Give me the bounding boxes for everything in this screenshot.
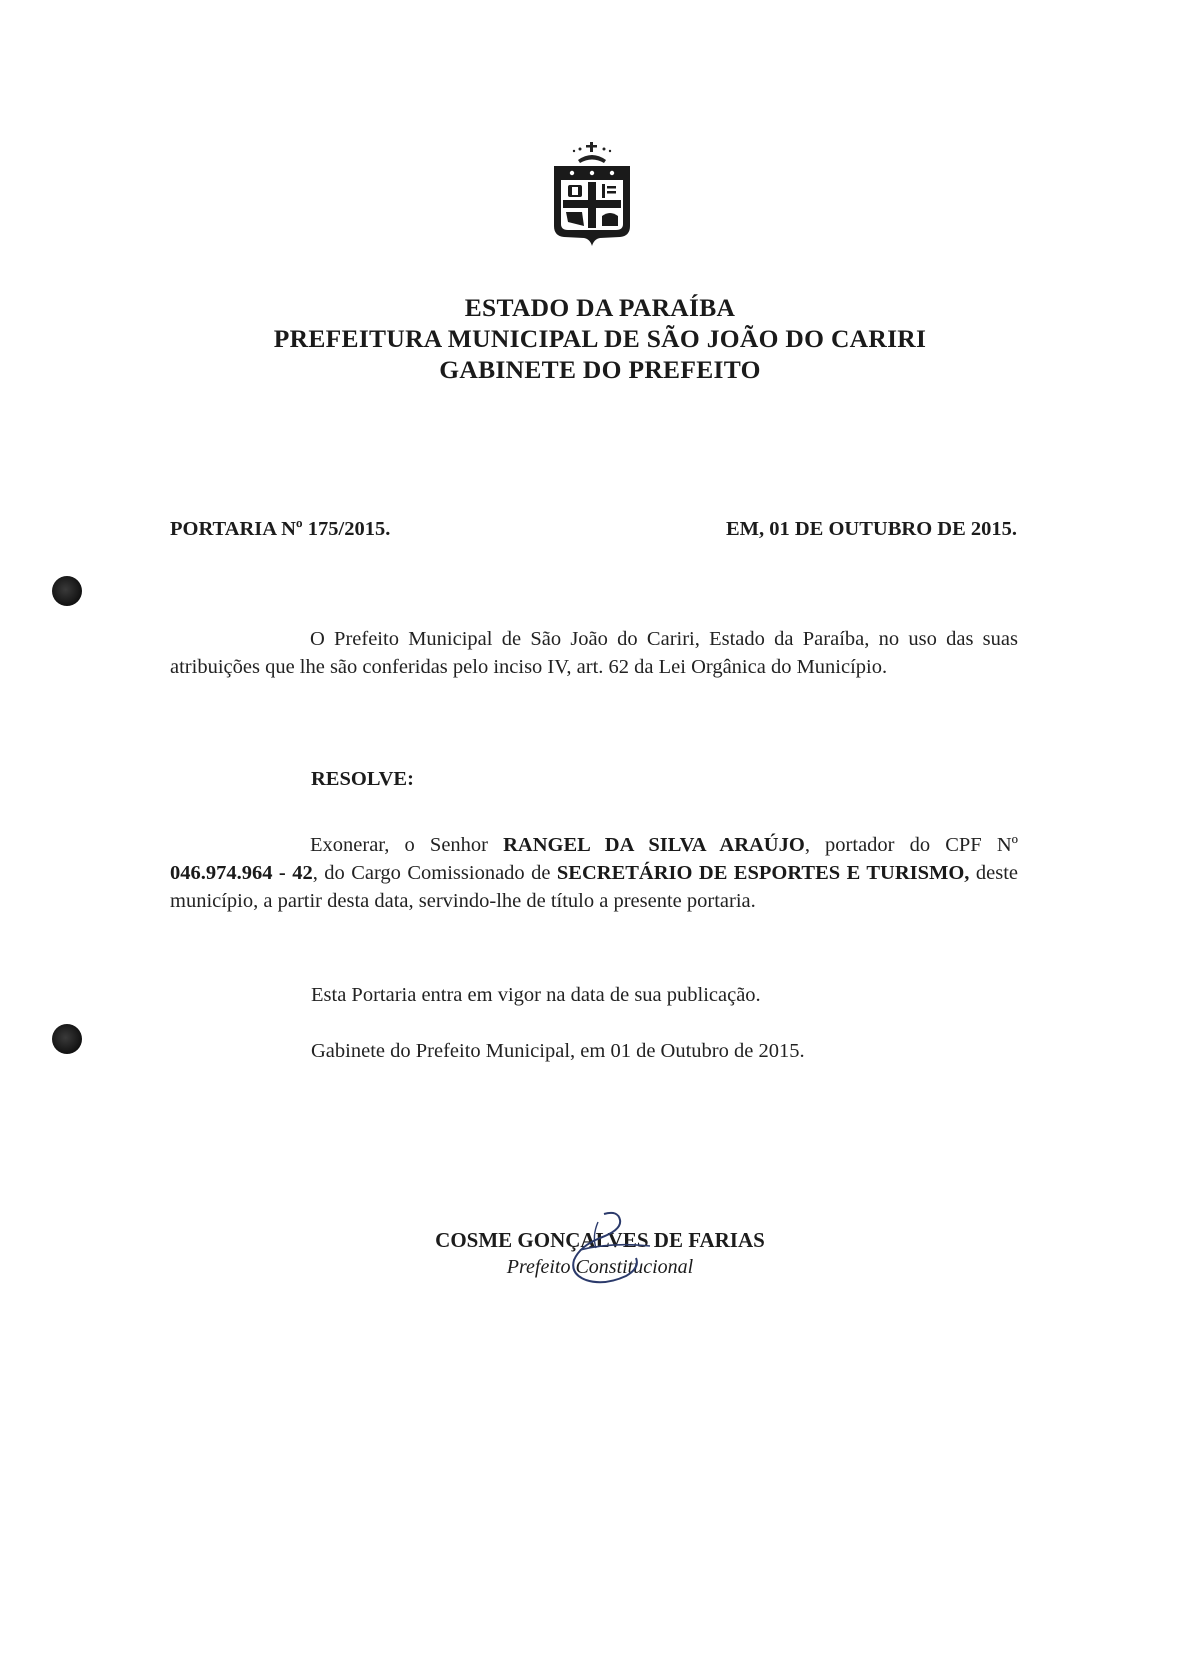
resolution-text-4: deste município, a partir desta data, servindo-lhe de título a presente portaria.: [170, 862, 1018, 912]
resolution-text-3: , do Cargo Comissionado de: [312, 862, 557, 884]
portaria-number: PORTARIA Nº 175/2015.: [170, 518, 391, 540]
punch-hole-top: [52, 576, 82, 606]
header-municipality: PREFEITURA MUNICIPAL DE SÃO JOÃO DO CARIRI: [273, 324, 927, 353]
person-name: RANGEL DA SILVA ARAÚJO: [503, 834, 805, 856]
effective-clause: Esta Portaria entra em vigor na data de sua publicação.: [311, 984, 761, 1006]
document-header: [0, 292, 1200, 385]
closing-line: Gabinete do Prefeito Municipal, em 01 de Outubro de 2015.: [311, 1040, 805, 1062]
role-title: SECRETÁRIO DE ESPORTES E TURISMO,: [556, 862, 970, 884]
resolution-text-2: , portador do CPF Nº: [804, 834, 1018, 856]
header-state: ESTADO DA PARAÍBA: [464, 293, 736, 322]
preamble-paragraph: O Prefeito Municipal de São João do Cariri, Estado da Paraíba, no uso das suas atribuições que lhe são conferidas pelo inciso IV, art. 62 da Lei Orgânica do Município.: [170, 628, 1018, 678]
signer-name: COSME GONÇALVES DE FARIAS: [435, 1228, 765, 1252]
municipal-coat-of-arms-icon: [550, 140, 634, 250]
resolution-text-1: Exonerar, o Senhor: [310, 834, 504, 856]
portaria-date: EM, 01 DE OUTUBRO DE 2015.: [725, 518, 1017, 540]
resolution-paragraph: [170, 831, 1018, 915]
cpf-number: 046.974.964 - 42: [170, 862, 313, 884]
punch-hole-bottom: [52, 1024, 82, 1054]
header-office: GABINETE DO PREFEITO: [439, 355, 761, 384]
signer-title: Prefeito Constitucional: [506, 1256, 694, 1278]
resolve-label: RESOLVE:: [311, 768, 414, 790]
handwritten-signature-icon: [540, 1208, 670, 1298]
